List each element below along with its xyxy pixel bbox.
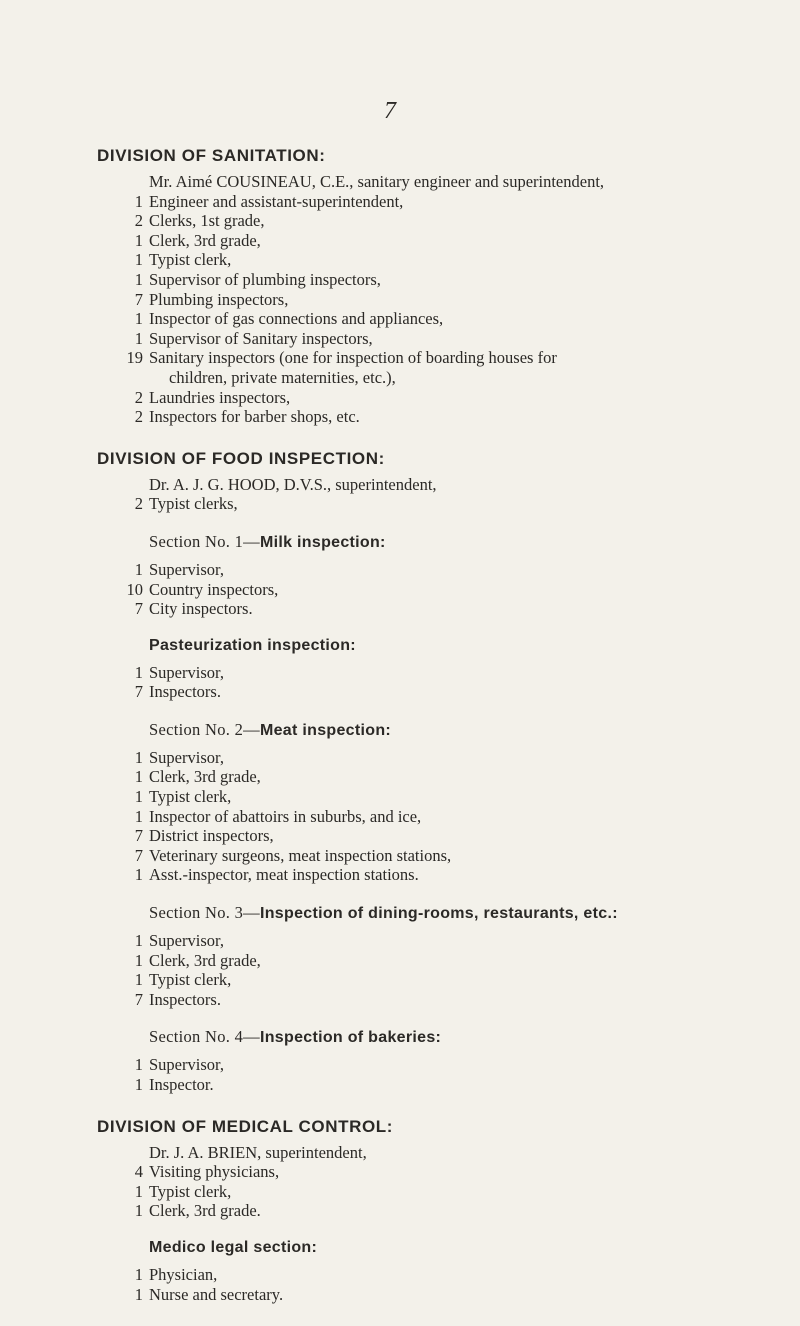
staff-count: 1 (134, 1264, 143, 1284)
staff-count: 2 (134, 211, 143, 231)
staff-description: Inspector of abattoirs in suburbs, and ice, (149, 806, 422, 826)
staff-entry (134, 865, 787, 885)
staff-entry (134, 1055, 787, 1075)
staff-entry (134, 931, 787, 951)
staff-entry (134, 970, 787, 990)
staff-count: 2 (134, 387, 143, 407)
staff-entry (134, 328, 787, 349)
staff-entry (134, 250, 787, 270)
staff-count: 1 (134, 865, 143, 885)
staff-entry (134, 682, 787, 702)
division-heading: DIVISION OF SANITATION: (97, 146, 326, 165)
staff-description: Clerk, 3rd grade. (149, 1201, 261, 1221)
staff-count: 1 (134, 662, 143, 682)
section-title: Pasteurization inspection: (149, 636, 356, 654)
staff-entry (134, 387, 787, 408)
staff-description: Inspectors for barber shops, etc. (149, 407, 360, 427)
section-title: Inspection of dining-rooms, restaurants, etc.: (259, 905, 618, 923)
staff-description-continued: children, private maternities, etc.), (169, 367, 396, 387)
staff-description: Typist clerks, (149, 494, 238, 514)
staff-entry (134, 767, 787, 787)
staff-entry (134, 1201, 787, 1221)
staff-entry (134, 787, 787, 807)
staff-entry (134, 662, 787, 683)
staff-entry (134, 191, 787, 212)
staff-description: Supervisor of Sanitary inspectors, (149, 328, 373, 348)
staff-description: Sanitary inspectors (one for inspection of boarding houses for (149, 348, 557, 368)
section-heading (149, 637, 787, 655)
staff-entry (149, 475, 787, 495)
section-title: Milk inspection: (259, 533, 386, 551)
staff-count: 1 (134, 806, 143, 826)
staff-description: Clerk, 3rd grade, (149, 767, 261, 787)
document-body (97, 146, 787, 1326)
staff-entry (134, 407, 787, 427)
staff-count: 1 (134, 1284, 143, 1304)
staff-count: 1 (134, 970, 143, 990)
staff-count: 7 (134, 989, 143, 1009)
staff-count: 1 (134, 250, 143, 270)
staff-entry (134, 289, 787, 310)
staff-description: Inspector of gas connections and appliances, (149, 309, 444, 329)
staff-list (126, 172, 787, 427)
staff-description: Engineer and assistant-superintendent, (149, 191, 404, 211)
section-heading (149, 1027, 787, 1047)
staff-entry (134, 1075, 787, 1095)
staff-description: Typist clerk, (149, 1181, 232, 1201)
section-number: Section No. 4— (149, 1027, 260, 1047)
section-heading (149, 903, 787, 923)
division-block (97, 1117, 787, 1305)
staff-entry (134, 309, 787, 329)
staff-list (134, 1142, 787, 1221)
staff-count: 1 (134, 767, 143, 787)
staff-count: 1 (134, 931, 143, 951)
staff-description: Inspector. (149, 1075, 214, 1094)
staff-entry (134, 559, 787, 580)
staff-description: Supervisor, (149, 662, 224, 682)
staff-description: Typist clerk, (149, 250, 232, 270)
staff-description: Plumbing inspectors, (149, 289, 289, 309)
staff-description: Supervisor, (149, 931, 224, 951)
staff-count: 1 (134, 1201, 143, 1221)
staff-count: 1 (134, 230, 143, 250)
section-title: Inspection of bakeries: (259, 1029, 442, 1047)
staff-description: Typist clerk, (149, 787, 232, 807)
staff-description: City inspectors. (149, 599, 253, 619)
staff-entry (134, 747, 787, 768)
staff-list (134, 474, 787, 514)
staff-entry (134, 826, 787, 846)
staff-count: 1 (134, 269, 143, 289)
staff-entry (134, 845, 787, 866)
staff-count: 7 (134, 826, 143, 846)
division-block (97, 449, 787, 1095)
staff-entry (134, 230, 787, 251)
staff-entry (134, 211, 787, 231)
staff-description: Physician, (149, 1264, 218, 1284)
staff-count: 7 (134, 845, 143, 865)
staff-count: 7 (134, 682, 143, 702)
section-title: Medico legal section: (149, 1238, 318, 1256)
division-heading: DIVISION OF FOOD INSPECTION: (97, 448, 385, 468)
staff-description: Dr. A. J. G. HOOD, D.V.S., superintendent, (149, 474, 437, 494)
staff-description: Nurse and secretary. (149, 1284, 284, 1304)
staff-count: 1 (134, 328, 143, 348)
section-staff-list (134, 1264, 787, 1304)
section-staff-list (134, 747, 787, 885)
section-number: Section No. 2— (149, 719, 260, 739)
section-heading (149, 1239, 787, 1257)
staff-count: 1 (134, 950, 143, 970)
staff-count: 1 (134, 747, 143, 767)
staff-description: Country inspectors, (149, 579, 279, 599)
staff-description: Visiting physicians, (149, 1162, 280, 1182)
staff-entry (134, 806, 787, 827)
staff-count: 19 (126, 348, 143, 368)
staff-entry (134, 950, 787, 971)
staff-count: 1 (134, 559, 143, 579)
staff-description: Supervisor, (149, 1055, 224, 1075)
staff-description: Clerk, 3rd grade, (149, 230, 261, 250)
staff-description: Dr. J. A. BRIEN, superintendent, (149, 1142, 367, 1162)
staff-description: District inspectors, (149, 826, 274, 846)
staff-entry (126, 579, 787, 600)
staff-count: 1 (134, 1075, 143, 1094)
section-staff-list (134, 662, 787, 702)
staff-entry (134, 1264, 787, 1285)
staff-entry (126, 348, 787, 387)
staff-count: 1 (134, 191, 143, 211)
staff-entry (134, 989, 787, 1010)
staff-description: Clerks, 1st grade, (149, 211, 265, 231)
staff-count: 2 (134, 407, 143, 427)
staff-entry (134, 1162, 787, 1182)
page-number: 7 (384, 98, 396, 124)
staff-description: Clerk, 3rd grade, (149, 950, 261, 970)
staff-description: Typist clerk, (149, 970, 232, 990)
staff-entry (149, 172, 787, 192)
staff-entry (134, 599, 787, 619)
staff-count: 4 (134, 1162, 143, 1182)
staff-count: 1 (134, 309, 143, 329)
staff-entry (149, 1143, 787, 1163)
staff-entry (134, 269, 787, 290)
section-staff-list (126, 559, 787, 619)
staff-count: 2 (134, 494, 143, 514)
section-heading (149, 532, 787, 552)
staff-entry (134, 1181, 787, 1202)
section-number: Section No. 1— (149, 531, 260, 551)
staff-description: Supervisor, (149, 559, 224, 579)
staff-count: 1 (134, 787, 143, 807)
staff-description: Inspectors. (149, 989, 221, 1009)
staff-entry (134, 494, 787, 514)
section-staff-list (134, 931, 787, 1009)
staff-description: Laundries inspectors, (149, 387, 291, 407)
staff-description: Mr. Aimé COUSINEAU, C.E., sanitary engineer and superintendent, (149, 172, 605, 191)
staff-count: 7 (134, 599, 143, 619)
staff-count: 1 (134, 1055, 143, 1075)
staff-description: Inspectors. (149, 682, 221, 702)
staff-count: 10 (126, 579, 143, 599)
division-heading: DIVISION OF MEDICAL CONTROL: (97, 1116, 394, 1136)
staff-entry (134, 1284, 787, 1305)
section-number: Section No. 3— (149, 903, 260, 923)
division-block (97, 146, 787, 427)
staff-count: 7 (134, 289, 143, 309)
staff-description: Supervisor of plumbing inspectors, (149, 269, 381, 289)
staff-count: 1 (134, 1181, 143, 1201)
staff-description: Supervisor, (149, 747, 224, 767)
staff-description: Veterinary surgeons, meat inspection stations, (149, 845, 452, 865)
section-title: Meat inspection: (259, 721, 392, 739)
section-heading (149, 720, 787, 740)
section-staff-list (134, 1055, 787, 1094)
staff-description: Asst.-inspector, meat inspection stations. (149, 865, 419, 885)
